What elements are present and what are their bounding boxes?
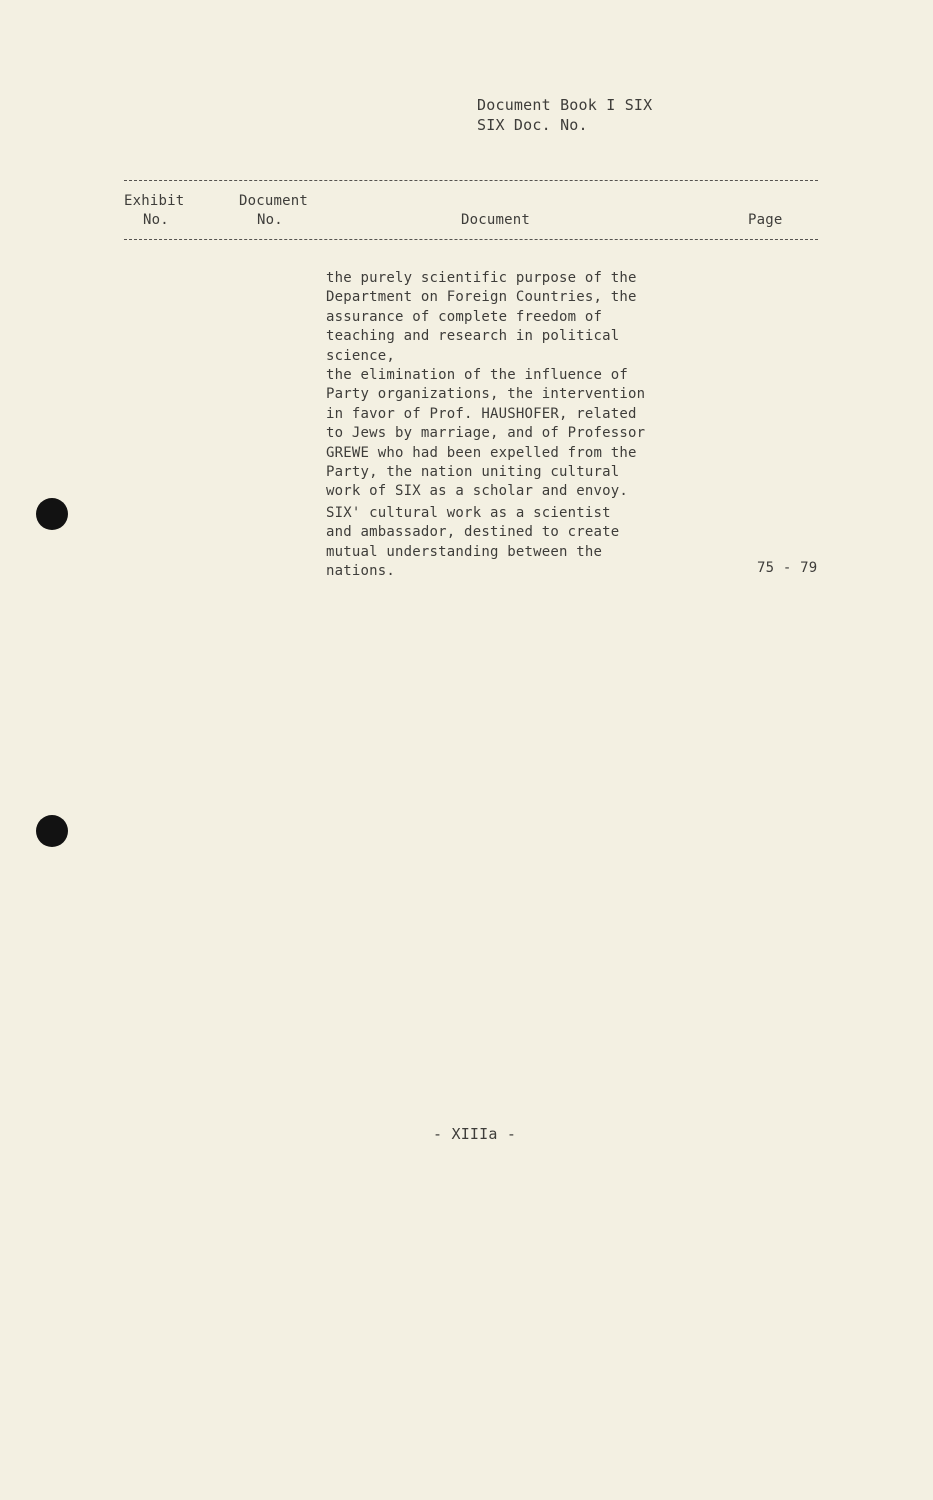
punch-hole-bottom [36, 815, 68, 847]
entry-line: SIX' cultural work as a scientist [326, 504, 611, 521]
entry-line: Party organizations, the intervention [326, 386, 646, 403]
entry-line: GREWE who had been expelled from the [326, 444, 637, 461]
punch-hole-top [36, 498, 68, 530]
entry-line: teaching and research in political [326, 328, 620, 345]
entry-line: nations. [326, 563, 396, 580]
header-dashed-rule [124, 239, 818, 240]
column-header-page: Page [748, 212, 783, 228]
entry-line: mutual understanding between the [326, 543, 603, 560]
column-header-exhibit [124, 192, 184, 230]
document-header [477, 95, 652, 135]
document-label: Document [239, 193, 309, 209]
exhibit-no-label: No. [143, 212, 169, 228]
header-line-1: Document Book I SIX [477, 96, 653, 114]
entry-line: and ambassador, destined to create [326, 524, 620, 541]
entry-line: the elimination of the influence of [326, 367, 629, 384]
column-header-document-no [239, 192, 308, 230]
entry-line: to Jews by marriage, and of Professor [326, 425, 646, 442]
entry-line: Department on Foreign Countries, the [326, 289, 637, 306]
column-header-document: Document [461, 212, 531, 228]
exhibit-label: Exhibit [124, 193, 185, 209]
header-line-2: SIX Doc. No. [477, 116, 588, 134]
entry-line: in favor of Prof. HAUSHOFER, related [326, 405, 637, 422]
entry-description [326, 269, 706, 582]
entry-line: the purely scientific purpose of the [326, 270, 637, 286]
top-dashed-rule [124, 180, 818, 181]
entry-line: work of SIX as a scholar and envoy. [326, 483, 629, 500]
entry-line: science, [326, 347, 396, 364]
page-number-footer: - XIIIa - [433, 1125, 517, 1143]
entry-line: assurance of complete freedom of [326, 308, 603, 325]
entry-line: Party, the nation uniting cultural [326, 464, 620, 481]
entry-page-range: 75 - 79 [757, 560, 818, 576]
document-no-label: No. [257, 212, 283, 228]
